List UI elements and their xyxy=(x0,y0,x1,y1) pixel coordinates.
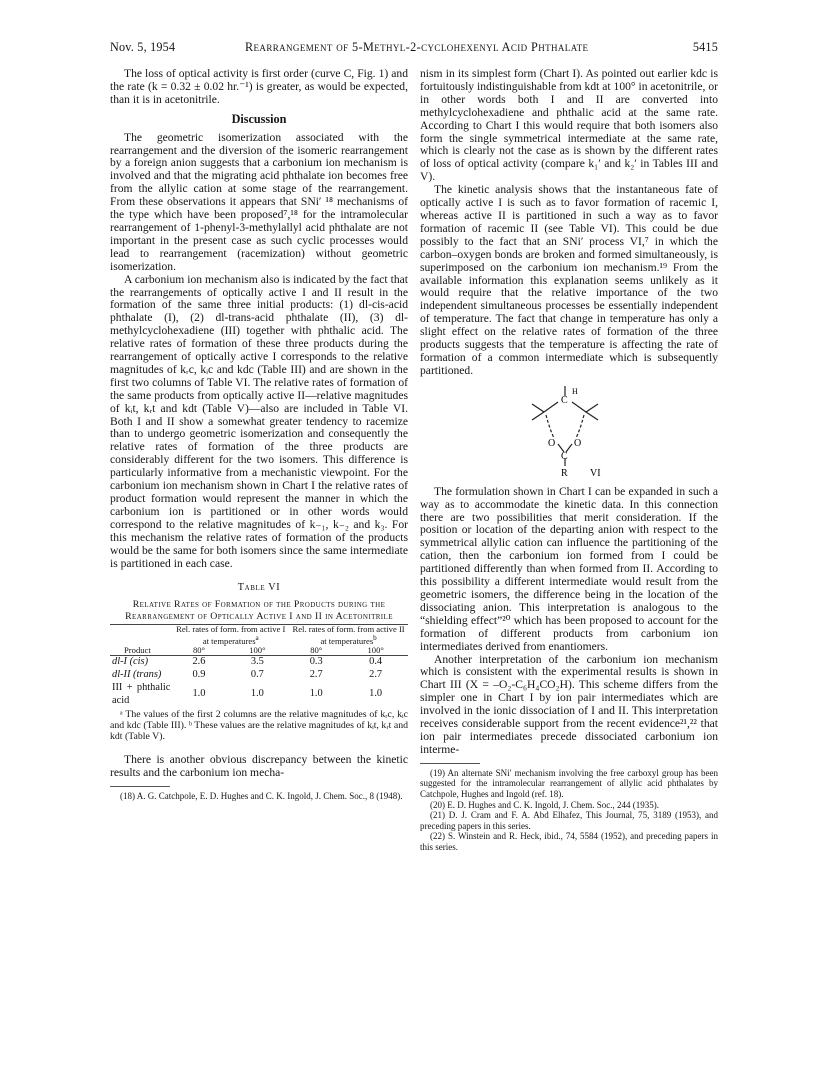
cell-value: 1.0 xyxy=(369,688,383,700)
cell-value: 2.7 xyxy=(309,668,323,680)
paragraph-geometric-isomerization: The geometric isomerization associated with the rearrangement and the diversion of the isomeric rearrangement by a foreign anion suggests that a carbonium ion mechanism is involved and that the migrating acid phthalate ion becomes free from the allylic cation at some stage of the rearrangement. From these observations it appears that SNi′ ¹⁸ mechanisms of the type which have been proposed⁷,¹⁸ for the intramolecular rearrangement of 1-phenyl-3-methylallyl acid phthalate are not important in the present case as such cyclic processes would lead to rearrangement (racemization) without geometric isomerization. xyxy=(110,130,408,273)
row-product: dl-II (trans) xyxy=(112,668,162,680)
structure-numeral: VI xyxy=(590,467,601,476)
running-title: Rearrangement of 5-Methyl-2-cyclohexenyl Acid Phthalate xyxy=(245,40,589,54)
footnote-21: (21) D. J. Cram and F. A. Abd Elhafez, This Journal, 75, 3189 (1953), and preceding papers in this series. xyxy=(420,810,718,831)
page-number: 5415 xyxy=(692,40,718,54)
paragraph-carbonium-mechanism: A carbonium ion mechanism also is indicated by the fact that the rearrangements of optically active I and II result in the formation of the same three initial products: (1) dl-cis-acid phthalate (I), (2) dl-trans-acid phthalate (II), (3) dl-methylcyclohexadiene (III) together with phthalic acid. The relative rates of formation of these three products during the rearrangement of optically active I corresponds to the relative magnitudes of kᵣc, kᵢc and kdc (Table III) and are shown in the first two columns of Table VI. The relative rates of formation of the same products from optically active II—relative magnitudes of kᵢt, kᵣt and kdt (Table V)—also are included in Table VI. Both I and II show a somewhat greater tendency to racemize than to undergo geometric isomerization and consequently the relative rates of formation of the three products are considerably different for the two isomers. This difference is particularly informative from a mechanistic viewpoint. For the carbonium ion mechanism shown in Chart I the relative rates of product formation would represent the manner in which the carbonium ion is partitioned or in other words would correspond to the relative magnitudes of k₋₁, k₋₂ and k₃. For this mechanism the relative rates of formation of the products would be the same for both isomers since the same intermediate is partitioned in each case. xyxy=(110,272,408,570)
running-header xyxy=(110,40,718,56)
temp-header: 80° xyxy=(310,644,323,655)
table-row xyxy=(110,656,408,669)
temp-header: 80° xyxy=(192,644,205,655)
paragraph-optical-activity: The loss of optical activity is first order (curve C, Fig. 1) and the rate (k = 0.32 ± 0.02 hr.⁻¹) is greater, as would be expected, than it is in acetonitrile. xyxy=(110,67,408,106)
cell-value: 0.4 xyxy=(369,655,383,667)
cell-value: 1.0 xyxy=(309,688,323,700)
footnote-divider xyxy=(420,763,480,764)
table-footnote: ᵃ The values of the first 2 columns are the relative magnitudes of kᵣc, kᵢc and kdc (Table III). ᵇ These values are the relative magnitudes of kᵢt, kᵣt and kdt (Table V). xyxy=(110,709,408,743)
cell-value: 0.7 xyxy=(250,668,264,680)
paragraph-kinetic-analysis: The kinetic analysis shows that the instantaneous fate of optically active I is such as to favor formation of racemic I, whereas active II is partitioned in such a way as to favor formation of racemic II (see Table VI). This could be due possibly to the fact that an SNi′ process VI,⁷ in which the carbon–oxygen bonds are broken and formed simultaneously, is superimposed on the carbonium ion mechanism.¹⁹ From the available information this explanation seems unlikely as it would require that the relative importance of the two independent simultaneous processes be essentially independent of temperature. The fact that change in temperature has only a slight effect on the relative rates of formation of the three products suggests that the temperature is affecting the rate of formation of a common intermediate which is subsequently partitioned. xyxy=(420,183,718,377)
table-row xyxy=(110,682,408,708)
footnote-19: (19) An alternate SNi′ mechanism involving the free carboxyl group has been suggested for the intramolecular rearrangement of allylic acid phthalates by Catchpole, Hughes and Ingold (ref. 18). xyxy=(420,767,718,799)
atom-H-label: H xyxy=(572,386,578,396)
section-heading-discussion: Discussion xyxy=(231,111,287,126)
issue-date: Nov. 5, 1954 xyxy=(110,40,176,54)
paragraph-formulation: The formulation shown in Chart I can be expanded in such a way as to accommodate the kinetic data. In this connection there are two possibilities that merit consideration. If the position or location of the departing anion with respect to the symmetrical allylic cation can influence the partitioning of the cation, then the carbonium ion formed from I could be partitioned differently than when formed from II. According to this possibility a different intermediate would result from the geometric isomers, the difference being in the location of the dissociating anion. This interpretation is analogous to the “shielding effect”²⁰ which has been proposed to account for the formation of different products from carbonium ion intermediates derived from enantiomers. xyxy=(420,484,718,653)
atom-O-label: O xyxy=(574,437,582,449)
table-caption: Table VI xyxy=(237,582,281,594)
cell-value: 2.6 xyxy=(192,655,206,667)
temp-header: 100° xyxy=(249,644,266,655)
row-product: dl-I (cis) xyxy=(112,655,149,667)
cell-value: 1.0 xyxy=(192,688,206,700)
atom-C-label: C xyxy=(561,450,568,462)
temp-header: 100° xyxy=(367,644,384,655)
right-column xyxy=(420,68,718,853)
footnote-22: (22) S. Winstein and R. Heck, ibid., 74, 5584 (1952), and preceding papers in this series. xyxy=(420,831,718,852)
footnote-divider xyxy=(110,786,170,787)
r-group-label: R xyxy=(561,467,568,476)
cell-value: 3.5 xyxy=(250,655,264,667)
paragraph-chart-one: nism in its simplest form (Chart I). As pointed out earlier kdc is fortuitously indistinguishable from kdt at 100° in acetonitrile, or in other words both I and II are converted into methylcyclohexadiene and phthalic acid at the same rate. According to Chart I this would require that both isomers also form the single symmetrical intermediate at the same rate, which is clearly not the case as is shown by the different rates of loss of optical activity (compare k₁′ and k₂′ in Tables III and V). xyxy=(420,67,718,184)
atom-O-label: O xyxy=(548,437,556,449)
paragraph-discrepancy: There is another obvious discrepancy between the kinetic results and the carbonium ion mecha- xyxy=(110,753,408,780)
cell-value: 2.7 xyxy=(369,668,383,680)
col-header-active-I: Rel. rates of form. from active I at temperatures$^a$ xyxy=(176,623,286,646)
left-column xyxy=(110,68,408,802)
table-header-row xyxy=(110,625,408,646)
rates-table xyxy=(110,624,408,707)
atom-C-label: C xyxy=(561,394,568,406)
cell-value: 1.0 xyxy=(250,688,264,700)
structure-VI-diagram xyxy=(510,384,620,476)
footnote-18: (18) A. G. Catchpole, E. D. Hughes and C. K. Ingold, J. Chem. Soc., 8 (1948). xyxy=(120,791,403,802)
cell-value: 0.9 xyxy=(192,668,206,680)
row-product: III + phthalic acid xyxy=(112,681,171,706)
table-title: Relative Rates of Formation of the Products during the Rearrangement of Optically Active I and II in Acetonitrile xyxy=(125,599,393,622)
col-header-active-II: Rel. rates of form. from active II at temperatures$^b$ xyxy=(292,623,405,646)
paragraph-ion-pair: Another interpretation of the carbonium ion mechanism which is consistent with the experimental results is shown in Chart III (X = –O₂-C₆H₄CO₂H). This scheme differs from the simpler one in Chart I by ion pair intermediates which are involved in the ionic dissociation of I and II. This interpretation receives considerable support from the recent evidence²¹,²² that ion pair intermediates precede dissociated carbonium ion interme- xyxy=(420,652,718,756)
table-row xyxy=(110,669,408,682)
footnote-20: (20) E. D. Hughes and C. K. Ingold, J. Chem. Soc., 244 (1935). xyxy=(430,799,659,810)
col-header-product: Product xyxy=(124,644,151,655)
cell-value: 0.3 xyxy=(309,655,323,667)
